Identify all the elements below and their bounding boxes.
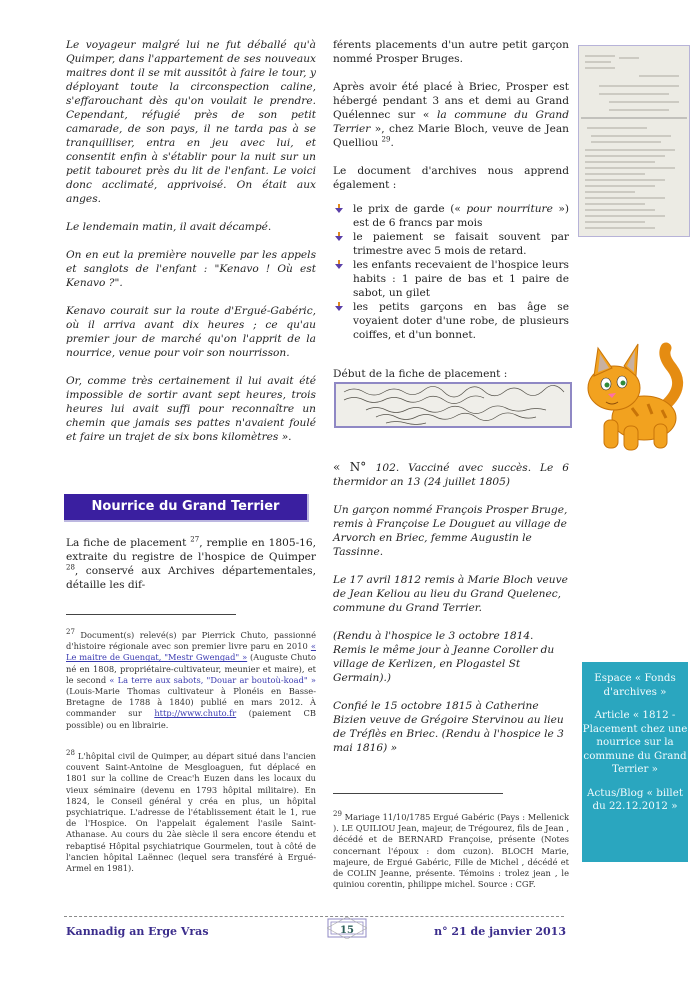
- arrow-down-bullet-icon: [335, 260, 343, 270]
- footnote-number: 28: [66, 749, 75, 758]
- transcription-paragraph: Le 17 avril 1812 remis à Marie Bloch veuve de Jean Keliou au lieu du Grand Quelenec, commune du Grand Terrier.: [333, 574, 568, 614]
- text-run: « N°: [333, 460, 376, 474]
- footnote-divider: [333, 793, 503, 794]
- transcription-paragraph: Confié le 15 octobre 1815 à Catherine Bizien veuve de Grégoire Stervinou au lieu de Tréflès en Briec. (Rendu à l'hospice le 3 mai 1816) »: [333, 700, 564, 754]
- bullet-list: [333, 202, 569, 342]
- story-paragraph: Le voyageur malgré lui ne fut déballé qu'à Quimper, dans l'appartement de ses nouveaux maitres dont il se mit aussitôt à faire le tour, y déployant toute la circonspection caline, s'effarouchant dès qu'on voulait le prendre. Cependant, réfugié près de son petit camarade, de son pays, il ne tarda pas à se tranquilliser, entra en jeu avec lui, et consentit enfin à s'établir pour la nuit sur un petit tabouret près du lit de l'enfant. Le voici donc acclimaté, apprivoisé. On était aux anges.: [66, 39, 316, 205]
- footnote-ref-27[interactable]: 27: [190, 535, 200, 544]
- text-run: les petits garçons en bas âge se voyaient doter d'une robe, de plusieurs coiffes, et d'un bonnet.: [353, 301, 569, 341]
- footnote-28: [66, 751, 316, 874]
- text-run: Document(s) relevé(s) par Pierrick Chuto, passionné d'histoire régionale avec son premier livre paru en 2010: [66, 630, 316, 652]
- text-run: (Louis-Marie Thomas cultivateur à Plonéis en Basse-Bretagne de 1788 à 1840) publié en mars 2012. À commander sur: [66, 686, 316, 719]
- archive-register-scan: [578, 45, 690, 237]
- fiche-caption: Début de la fiche de placement :: [333, 368, 508, 380]
- article-link[interactable]: Article « 1812 - Placement chez une nourrice sur la commune du Grand Terrier »: [582, 709, 688, 775]
- footnote-number: 27: [66, 628, 75, 637]
- handwritten-register-icon: [579, 46, 689, 236]
- text-run: (paiement CB possible) ou en librairie.: [66, 708, 317, 730]
- related-links-box: [582, 662, 688, 862]
- intro-paragraph: [66, 536, 316, 592]
- book-link-mestr-gwengad[interactable]: « Le maitre de Guengat, "Mestr Gwengad" »: [66, 641, 316, 663]
- footnote-number: 29: [333, 810, 342, 819]
- text-run: la commune du Grand Terrier: [333, 109, 569, 135]
- story-paragraph: Or, comme très certainement il lui avait été impossible de sortir avant sept heures, trois heures lui avait suffi pour reconnaître un chemin que jamais ses pattes n'avaient foulé et faire un trajet de six bons kilomètres ».: [66, 375, 316, 443]
- footnote-divider: [66, 614, 236, 615]
- text-run: le paiement se faisait souvent par trimestre avec 5 mois de retard.: [353, 231, 569, 257]
- paragraph: Le document d'archives nous apprend également :: [333, 165, 569, 191]
- middle-column: [333, 38, 569, 342]
- list-item: [333, 300, 569, 342]
- story-paragraph: Le lendemain matin, il avait décampé.: [66, 221, 272, 233]
- arrow-down-bullet-icon: [335, 232, 343, 242]
- footnote-27: [66, 630, 316, 731]
- text-run: », chez Marie Bloch, veuve de Jean Quelliou: [333, 123, 569, 149]
- list-item: [333, 202, 569, 230]
- fiche-placement-image: [334, 382, 572, 428]
- transcription-paragraph: Un garçon nommé François Prosper Bruge, remis à Françoise Le Douguet au village de Arvorch en Briec, femme Augustin le Tassinne.: [333, 504, 568, 558]
- list-item: [333, 230, 569, 258]
- arrow-down-bullet-icon: [335, 302, 343, 312]
- text-run: Mariage 11/10/1785 Ergué Gabéric (Pays : Mellenick ). LE QUILIOU Jean, majeur, de Trégourez, fils de Jean , décédé et de BERNARD Françoise, présente (Notes concernant l'époux : dom cuzon). BLOCH Marie, majeure, de Ergué Gabéric, Fille de Michel , décédé et de COLIN Jeanne, présente. Témoins : trolez jean , le quiniou corentin, philippe michel. Source : CGF.: [333, 812, 569, 890]
- transcription-paragraph: [333, 460, 569, 489]
- text-run: , conservé aux Archives départementales, détaille les dif-: [66, 565, 316, 591]
- paragraph: [333, 80, 569, 150]
- fonds-archives-link[interactable]: Espace « Fonds d'archives »: [594, 672, 676, 698]
- text-run: La fiche de placement: [66, 537, 191, 549]
- footnote-ref-29[interactable]: 29: [381, 135, 391, 144]
- list-item: [333, 258, 569, 300]
- publication-name: Kannadig an Erge Vras: [66, 925, 209, 938]
- text-run: Après avoir été placé à Briec, Prosper est hébergé pendant 3 ans et demi au Grand Quélennec sur «: [333, 81, 569, 121]
- paragraph: férents placements d'un autre petit garçon nommé Prosper Bruges.: [333, 39, 569, 65]
- text-run: .: [390, 137, 394, 149]
- footnote-29: [333, 812, 569, 890]
- transcription-block: [333, 460, 569, 755]
- text-run: 102. Vacciné avec succès. Le 6 thermidor an 13 (24 juillet 1805): [333, 462, 569, 488]
- book-title-douar: « La terre aux sabots, "Douar ar boutoù-koad" »: [109, 674, 316, 685]
- transcription-paragraph: (Rendu à l'hospice le 3 octobre 1814. Remis le même jour à Jeanne Coroller du village de Kerlizen, en Plogastel St Germain).): [333, 630, 555, 684]
- page-number: 15: [340, 925, 354, 936]
- footnote-ref-28[interactable]: 28: [66, 563, 75, 572]
- blog-link[interactable]: Actus/Blog « billet du 22.12.2012 »: [587, 786, 683, 812]
- left-column: [66, 38, 316, 444]
- arrow-down-bullet-icon: [335, 204, 343, 214]
- text-run: ») est de 6 francs par mois: [353, 203, 570, 229]
- cartoon-cat-illustration: [582, 338, 690, 458]
- text-run: les enfants recevaient de l'hospice leurs habits : 1 paire de bas et 1 paire de sabot, un gilet: [353, 259, 569, 299]
- issue-info: n° 21 de janvier 2013: [434, 925, 566, 938]
- story-paragraph: Kenavo courait sur la route d'Ergué-Gabéric, où il arriva avant dix heures ; ce qu'au premier jour de marché qu'on l'apprit de la nourrice, venue pour voir son nourrisson.: [66, 305, 316, 359]
- story-paragraph: On en eut la première nouvelle par les appels et sanglots de l'enfant : "Kenavo ! Où est Kenavo ?".: [66, 249, 316, 289]
- text-run: le prix de garde («: [353, 203, 467, 215]
- text-run: pour nourriture: [466, 203, 553, 215]
- text-run: (Auguste Chuto né en 1808, propriétaire-cultivateur, meunier et maire), et le second: [66, 652, 316, 685]
- section-title-banner: Nourrice du Grand Terrier: [64, 494, 309, 522]
- intro-paragraph-block: [66, 536, 316, 592]
- handwritten-document-icon: [336, 384, 570, 426]
- text-run: , remplie en 1805-16, extraite du registre de l'hospice de Quimper: [66, 537, 317, 563]
- footer-divider: [64, 916, 564, 917]
- text-run: L'hôpital civil de Quimper, au départ situé dans l'ancien couvent Saint-Antoine de Mesgloaguen, fut déplacé en 1801 sur la colline de Creac'h Euzen dans les locaux du vieux séminaire (devenu en 1793 hôpital militaire). En 1824, le Conseil général y créa en plus, un hôpital psychiatrique. L'adresse de l'établissement était le 1, rue de l'Hospice. On l'appelait également l'asile Saint-Athanase. Au cours du 2àe siècle il sera encore étendu et rebaptisé Hôpital psychiatrique Gourmelen, tout à côté de l'ancien hôpital Laënnec (lequel sera transféré à Ergué-Armel en 1981).: [66, 751, 316, 874]
- chuto-website-link[interactable]: http://www.chuto.fr: [154, 708, 237, 719]
